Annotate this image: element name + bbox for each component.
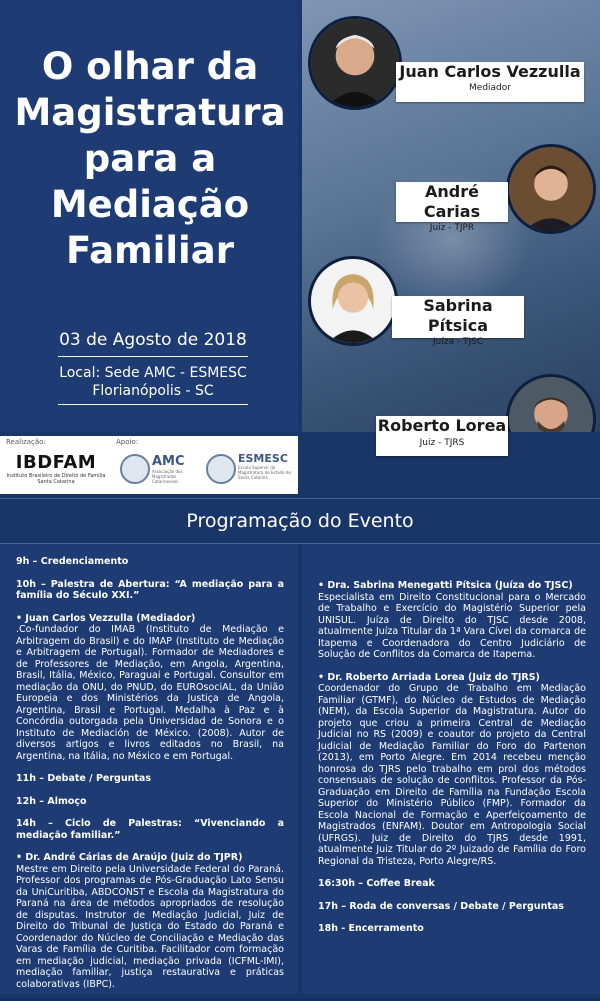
speaker-name: André Carias bbox=[423, 182, 481, 221]
title-panel bbox=[0, 0, 298, 432]
speaker-role: Juiz - TJPR bbox=[429, 223, 475, 233]
speaker-name: Sabrina Pítsica bbox=[423, 296, 493, 335]
event-date: 03 de Agosto de 2018 bbox=[58, 330, 248, 357]
program-heading bbox=[0, 498, 600, 544]
speaker-photo-juan bbox=[308, 16, 402, 110]
speaker-name: Roberto Lorea bbox=[377, 416, 507, 432]
program-column-left bbox=[0, 544, 298, 994]
speaker-role: Juíza - TJSC bbox=[432, 337, 484, 347]
speaker-card-roberto bbox=[376, 416, 508, 432]
program-column-right bbox=[302, 544, 600, 994]
speaker-bio bbox=[318, 672, 586, 868]
speaker-bio-text: .Co-fundador do IMAB (Instituto de Mediação e Arbitragem do Brasil) e do IMAP (Instituto de Mediação e Arbitragem de Portugal). Formador de Mediadores e de Professores de Mediação, em Angola, Argentina, Brasil, Itália, México, Paraguai e Portugal. Consultor em mediação da ONU, do PNUD, do EUROsociAL, da União Europeia e dos Ministérios da Justiça de Angola, Argentina, Brasil e Portugal. Medalha à Paz e à Concórdia outorgada pela Universidad de Sonora e o Instituto de Mediación de México. (2008). Autor de diversos artigos e livros editados no Brasil, na Argentina, na Itália, no México e em Portugal. bbox=[16, 624, 284, 762]
event-location bbox=[58, 364, 248, 405]
schedule-item: 17h – Roda de conversas / Debate / Perguntas bbox=[318, 900, 564, 912]
event-title: O olhar da Magistratura para a Mediação Familiar bbox=[14, 45, 286, 272]
esmesc-seal-icon bbox=[206, 454, 236, 484]
amc-seal-icon bbox=[120, 454, 150, 484]
speaker-bio-title: • Dra. Sabrina Menegatti Pítsica (Juíza do TJSC) bbox=[318, 580, 573, 591]
speaker-bio bbox=[16, 613, 284, 763]
speaker-role: Juiz - TJRS bbox=[419, 438, 465, 448]
speaker-bio bbox=[16, 852, 284, 990]
schedule-item: 9h – Credenciamento bbox=[16, 556, 129, 567]
amc-logo: AMC Associação dos Magistrados Catarinenses bbox=[152, 454, 185, 484]
realizacao-label: Realização: bbox=[6, 438, 46, 446]
speaker-bio-text: Especialista em Direito Constitucional para o Mercado de Trabalho e Exercício do Magistério Superior pela UNISUL. Juíza de Direito do TJSC desde 2008, atualmente Juíza Titular da 1ª Vara Cível da comarca de Itapema e Coordenadora do Centro Judiciário de Solução de Conflitos da Comarca de Itapema. bbox=[318, 591, 586, 660]
speaker-card-sabrina bbox=[392, 296, 524, 347]
speaker-name: Juan Carlos Vezzulla bbox=[399, 62, 581, 81]
speaker-role-card-roberto bbox=[376, 432, 508, 456]
speaker-bio-title: • Dr. Roberto Arriada Lorea (Juiz do TJRS) bbox=[318, 671, 540, 683]
speaker-role: Mediador bbox=[469, 83, 511, 93]
speaker-bio bbox=[318, 580, 586, 661]
ibdfam-logo: IBDFAM Instituto Brasileiro de Direito de Família Santa Catarina bbox=[6, 452, 106, 485]
speakers-panel bbox=[302, 0, 600, 432]
esmesc-logo: ESMESC Escola Superior da Magistratura do Estado de Santa Catarina bbox=[238, 452, 291, 480]
speaker-photo-andre bbox=[506, 144, 596, 234]
schedule-item: 14h – Ciclo de Palestras: “Vivenciando a mediação familiar.” bbox=[16, 818, 284, 841]
schedule-item: 10h – Palestra de Abertura: “A mediação para a família do Século XXI.” bbox=[16, 578, 284, 601]
schedule-item: 12h – Almoço bbox=[16, 795, 87, 807]
speaker-bio-title: • Juan Carlos Vezzulla (Mediador) bbox=[16, 612, 196, 624]
schedule-item: 18h - Encerramento bbox=[318, 923, 424, 934]
location-line-2: Florianópolis - SC bbox=[92, 383, 214, 399]
speaker-bio-title: • Dr. André Cárias de Araújo (Juiz do TJPR) bbox=[16, 852, 243, 863]
schedule-item: 16:30h – Coffee Break bbox=[318, 878, 435, 889]
schedule-item: 11h – Debate / Perguntas bbox=[16, 773, 151, 784]
sponsor-logos bbox=[0, 436, 298, 494]
speaker-card-andre bbox=[396, 182, 508, 233]
apoio-label: Apoio: bbox=[116, 438, 139, 446]
speaker-card-juan bbox=[396, 62, 584, 102]
speaker-photo-sabrina bbox=[308, 256, 398, 346]
location-line-1: Local: Sede AMC - ESMESC bbox=[59, 365, 247, 381]
speaker-bio-text: Coordenador do Grupo de Trabalho em Mediação Familiar (GTMF), do Núcleo de Estudos de Mediação (NEM), da Escola Superior da Magistratura. Autor do projeto que criou a primeira Central de Mediação Judicial no RS (2009) e coautor do projeto da Central Judicial de Mediação Familiar do Foro do Partenon (2013), em Porto Alegre. Em 2014 recebeu menção honrosa do TJRS pelo trabalho em prol dos métodos consensuais de solução de conflitos. Professor da Pós- Graduação em Direito de Família na Fundação Escola Superior do Ministério Público (FMP). Formador da Escola Nacional de Formação e Aperfeiçoamento de Magistrados (ENFAM). Doutor em Antropologia Social (UFRGS). Juiz de Direito do TJRS desde 1991, atualmente Juiz Titular do 2º Juizado de Família do Foro Regional da Tristeza, Porto Alegre/RS. bbox=[318, 683, 586, 867]
program-heading-text: Programação do Evento bbox=[186, 510, 414, 532]
speaker-bio-text: Mestre em Direito pela Universidade Federal do Paraná. Professor dos programas de Pós-Graduação Lato Sensu da UniCuritiba, ABDCONST e Escola da Magistratura do Paraná na área de métodos apropriados de resolução de disputas. Instrutor de Mediação Judicial, Juiz de Direito do Tribunal de Justiça do Estado do Paraná e Coordenador do Núcleo de Conciliação e Mediação das Varas de Família de Curitiba. Facilitador com formação em mediação judicial, mediação privada (ICFML-IMI), mediação familiar, justiça restaurativa e práticas colaborativas (IBPC). bbox=[16, 863, 284, 990]
speaker-photo-roberto bbox=[506, 374, 596, 432]
